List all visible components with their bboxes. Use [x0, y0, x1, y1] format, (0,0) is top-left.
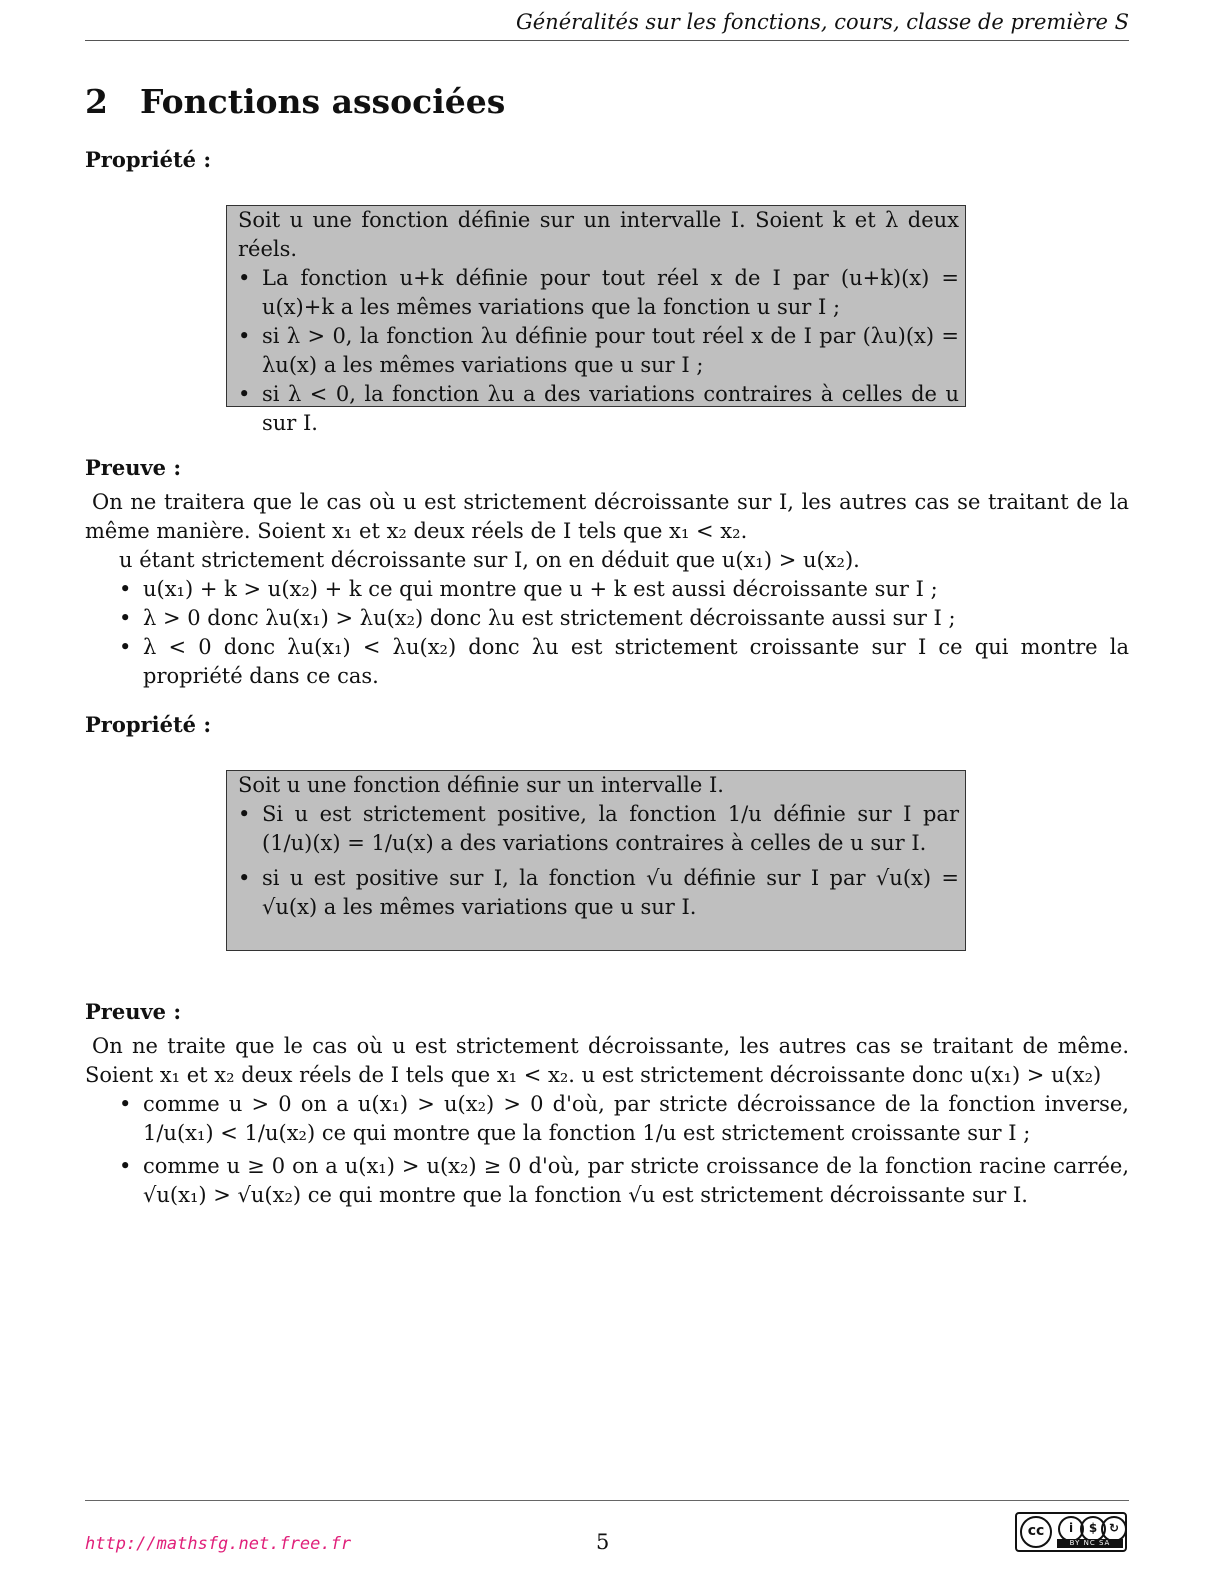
proof-1-body — [85, 488, 1129, 691]
section-number: 2 — [85, 82, 108, 121]
section-title — [85, 82, 505, 121]
proof-1-item: • λ > 0 donc λu(x₁) > λu(x₂) donc λu est strictement décroissante aussi sur I ; — [119, 604, 1129, 633]
proof-1-line: u étant strictement décroissante sur I, on en déduit que u(x₁) > u(x₂). — [119, 548, 860, 572]
property-2-label: Propriété : — [85, 712, 212, 737]
proof-2-item: • comme u > 0 on a u(x₁) > u(x₂) > 0 d'où, par stricte décroissance de la fonction inverse, 1/u(x₁) < 1/u(x₂) ce qui montre que la fonction 1/u est strictement croissante sur I ; — [119, 1090, 1129, 1148]
proof-2-item: • comme u ≥ 0 on a u(x₁) > u(x₂) ≥ 0 d'où, par stricte croissance de la fonction racine carrée, √u(x₁) > √u(x₂) ce qui montre que la fonction √u est strictement décroissante sur I. — [119, 1152, 1129, 1210]
footer-url-link[interactable]: http://mathsfg.net.free.fr — [85, 1534, 352, 1554]
property-2-item: • si u est positive sur I, la fonction √u définie sur I par √u(x) = √u(x) a les mêmes variations que u sur I. — [238, 864, 959, 922]
proof-2-list — [85, 1090, 1129, 1210]
property-1-box — [226, 205, 966, 435]
property-2-intro: Soit u une fonction définie sur un intervalle I. — [238, 773, 724, 797]
proof-1-list — [85, 575, 1129, 691]
license-label: BY NC SA — [1057, 1539, 1123, 1548]
cc-logo-icon: cc — [1020, 1516, 1052, 1548]
running-header: Généralités sur les fonctions, cours, classe de première S — [85, 10, 1129, 41]
proof-2-body — [85, 1032, 1129, 1210]
property-1-label: Propriété : — [85, 147, 212, 172]
property-1-intro: Soit u une fonction définie sur un intervalle I. Soient k et λ deux réels. — [238, 208, 959, 261]
property-1-item: • si λ < 0, la fonction λu a des variations contraires à celles de u sur I. — [238, 380, 959, 438]
footer-divider — [85, 1500, 1129, 1501]
proof-1-item: • u(x₁) + k > u(x₂) + k ce qui montre que u + k est aussi décroissante sur I ; — [119, 575, 1129, 604]
nc-icon: $ — [1080, 1516, 1106, 1542]
property-1-list — [238, 264, 959, 438]
property-1-item: • La fonction u+k définie pour tout réel x de I par (u+k)(x) = u(x)+k a les mêmes variations que la fonction u sur I ; — [238, 264, 959, 322]
page-number: 5 — [596, 1530, 610, 1554]
section-title-text: Fonctions associées — [140, 82, 506, 121]
proof-1-item: • λ < 0 donc λu(x₁) < λu(x₂) donc λu est strictement croissante sur I ce qui montre la propriété dans ce cas. — [119, 633, 1129, 691]
proof-1-label: Preuve : — [85, 455, 182, 480]
property-2-item: • Si u est strictement positive, la fonction 1/u définie sur I par (1/u)(x) = 1/u(x) a des variations contraires à celles de u sur I. — [238, 800, 959, 858]
creative-commons-icon — [1015, 1512, 1127, 1552]
property-2-list — [238, 800, 959, 922]
by-icon: i — [1058, 1516, 1084, 1542]
sa-icon: ↻ — [1101, 1516, 1127, 1542]
property-2-box — [226, 770, 966, 951]
proof-1-paragraph: On ne traitera que le cas où u est strictement décroissante sur I, les autres cas se traitant de la même manière. Soient x₁ et x₂ deux réels de I tels que x₁ < x₂. — [85, 490, 1129, 543]
property-1-item: • si λ > 0, la fonction λu définie pour tout réel x de I par (λu)(x) = λu(x) a les mêmes variations que u sur I ; — [238, 322, 959, 380]
proof-2-label: Preuve : — [85, 999, 182, 1024]
proof-2-paragraph: On ne traite que le cas où u est strictement décroissante, les autres cas se traitant de même. Soient x₁ et x₂ deux réels de I tels que x₁ < x₂. u est strictement décroissante donc u(x₁) > u(x₂) — [85, 1034, 1129, 1087]
